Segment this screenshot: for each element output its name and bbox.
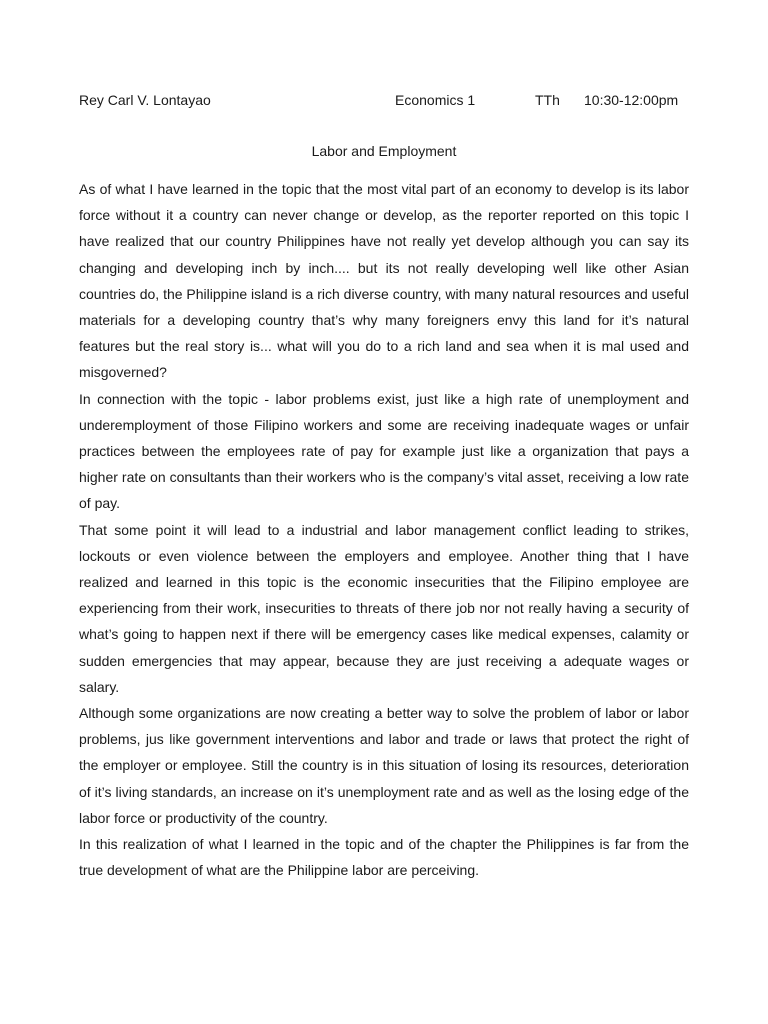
document-header xyxy=(79,90,699,110)
class-time: 10:30-12:00pm xyxy=(584,92,679,108)
paragraph: In this realization of what I learned in the topic and of the chapter the Philippines is far from the true development of what are the Philippine labor are perceiving. xyxy=(79,836,689,879)
course-name: Economics 1 xyxy=(395,92,476,108)
author-name: Rey Carl V. Lontayao xyxy=(79,92,211,108)
paragraph: That some point it will lead to a industrial and labor management conflict leading to strikes, lockouts or even violence between the employers and employee. Another thing that I have realized and learned in this topic is the economic insecurities that the Filipino employee are experiencing from their work, insecurities to threats of there job nor not really having a security of what’s going to happen next if there will be emergency cases like medical expenses, calamity or sudden emergencies that may appear, because they are just receiving a adequate wages or salary. xyxy=(79,521,689,695)
class-days: TTh xyxy=(535,92,560,108)
paragraph: In connection with the topic - labor problems exist, just like a high rate of unemployment and underemployment of those Filipino workers and some are receiving inadequate wages or unfair practices between the employees rate of pay for example just like a organization that pays a higher rate on consultants than their workers who is the company’s vital asset, receiving a low rate of pay. xyxy=(79,390,689,512)
paragraph: Although some organizations are now creating a better way to solve the problem of labor or labor problems, jus like government interventions and labor and trade or laws that protect the right of the employer or employee. Still the country is in this situation of losing its resources, deterioration of it’s living standards, an increase on it’s unemployment rate and as well as the losing edge of the labor force or productivity of the country. xyxy=(79,705,689,826)
paragraph: As of what I have learned in the topic that the most vital part of an economy to develop is its labor force without it a country can never change or develop, as the reporter reported on this topic I have realized that our country Philippines have not really yet develop although you can say its changing and developing inch by inch.... but its not really developing well like other Asian countries do, the Philippine island is a rich diverse country, with many natural resources and useful materials for a developing country that’s why many foreigners envy this land for it’s natural features but the real story is... what will you do to a rich land and sea when it is mal used and misgoverned? xyxy=(79,181,689,381)
document-body xyxy=(79,176,689,883)
document-title: Labor and Employment xyxy=(311,143,457,159)
